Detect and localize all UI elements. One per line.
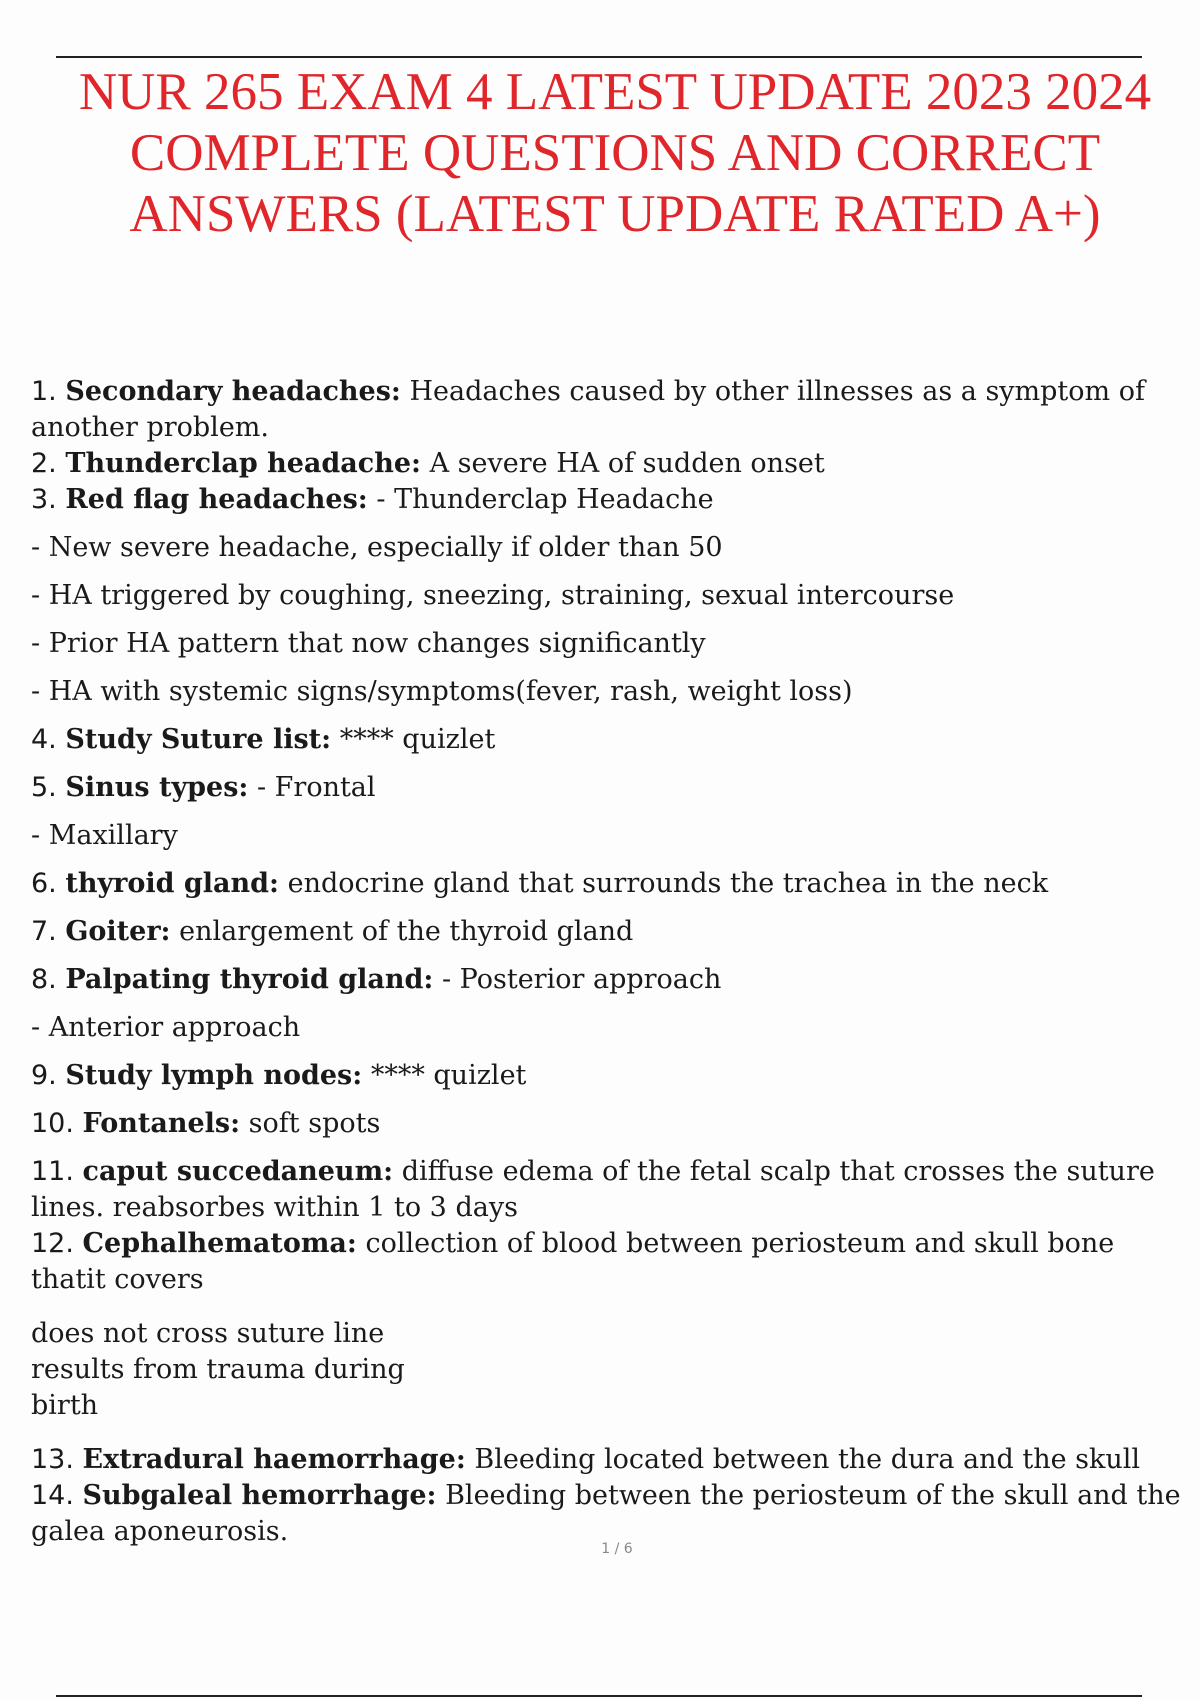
list-item — [31, 1226, 1191, 1298]
page-number: 1 / 6 — [601, 1541, 633, 1557]
list-item — [31, 1478, 1191, 1550]
item-term: caput succedaneum: — [82, 1156, 394, 1187]
item-number: 13. — [31, 1444, 74, 1475]
item-definition: Headaches caused by other illnesses as a symptom of another problem. — [31, 376, 1145, 443]
item-definition: endocrine gland that surrounds the trachea in the neck — [287, 868, 1049, 899]
item-number: 3. — [31, 484, 57, 515]
item-number: 5. — [31, 772, 57, 803]
list-item — [31, 914, 1191, 950]
list-item — [31, 722, 1191, 758]
item-number: 8. — [31, 964, 57, 995]
list-item — [31, 770, 1191, 806]
item-number: 14. — [31, 1480, 74, 1511]
item-definition: - Thunderclap Headache — [376, 484, 714, 515]
item-number: 10. — [31, 1108, 74, 1139]
item-term: Study lymph nodes: — [65, 1060, 363, 1091]
item-term: thyroid gland: — [65, 868, 280, 899]
item-term: Cephalhematoma: — [82, 1228, 357, 1259]
item-term: Goiter: — [65, 916, 171, 947]
item-number: 2. — [31, 448, 57, 479]
item-number: 7. — [31, 916, 57, 947]
item-term: Sinus types: — [65, 772, 249, 803]
item-term: Palpating thyroid gland: — [65, 964, 434, 995]
sub-line: - HA triggered by coughing, sneezing, straining, sexual intercourse — [31, 580, 955, 611]
list-item — [31, 1442, 1191, 1478]
item-definition: enlargement of the thyroid gland — [179, 916, 634, 947]
note-line: birth — [31, 1390, 99, 1421]
item-term: Thunderclap headache: — [65, 448, 421, 479]
sub-line: - Maxillary — [31, 820, 178, 851]
sub-line: - Anterior approach — [31, 1012, 301, 1043]
list-item — [31, 374, 1191, 446]
item-term: Red flag headaches: — [65, 484, 368, 515]
list-item — [31, 962, 1191, 998]
item-definition: collection of blood between periosteum and skull bone thatit covers — [31, 1228, 1115, 1295]
item-number: 1. — [31, 376, 57, 407]
item-number: 11. — [31, 1156, 74, 1187]
item-term: Fontanels: — [82, 1108, 241, 1139]
item-number: 9. — [31, 1060, 57, 1091]
note-line: results from trauma during — [31, 1354, 405, 1385]
item-definition: Bleeding located between the dura and the skull — [474, 1444, 1141, 1475]
item-number: 12. — [31, 1228, 74, 1259]
title-line-2: COMPLETE QUESTIONS AND CORRECT — [129, 124, 1101, 182]
list-item — [31, 1154, 1191, 1226]
qa-list — [31, 374, 1191, 1550]
title-line-1: NUR 265 EXAM 4 LATEST UPDATE 2023 2024 — [78, 63, 1152, 121]
bottom-rule — [56, 1695, 1142, 1697]
list-item — [31, 1058, 1191, 1094]
item-definition: - Posterior approach — [441, 964, 722, 995]
sub-line: - New severe headache, especially if older than 50 — [31, 532, 723, 563]
item-definition: **** quizlet — [370, 1060, 527, 1091]
item-term: Study Suture list: — [65, 724, 332, 755]
item-definition: **** quizlet — [339, 724, 496, 755]
item-definition: A severe HA of sudden onset — [429, 448, 825, 479]
list-item — [31, 866, 1191, 902]
item-definition: Bleeding between the periosteum of the skull and the galea aponeurosis. — [31, 1480, 1181, 1547]
item-number: 6. — [31, 868, 57, 899]
item-term: Subgaleal hemorrhage: — [82, 1480, 437, 1511]
list-item — [31, 1106, 1191, 1142]
sub-line: - Prior HA pattern that now changes significantly — [31, 628, 706, 659]
item-number: 4. — [31, 724, 57, 755]
document-title — [40, 62, 1190, 245]
cephalhematoma-notes — [31, 1316, 1191, 1424]
item-term: Secondary headaches: — [65, 376, 401, 407]
item-definition: soft spots — [248, 1108, 381, 1139]
sub-line: - HA with systemic signs/symptoms(fever, rash, weight loss) — [31, 676, 853, 707]
item-definition: diffuse edema of the fetal scalp that crosses the suture lines. reabsorbes within 1 to 3 days — [31, 1156, 1155, 1223]
list-item — [31, 482, 1191, 518]
title-line-3: ANSWERS (LATEST UPDATE RATED A+) — [129, 185, 1101, 243]
item-term: Extradural haemorrhage: — [82, 1444, 466, 1475]
item-definition: - Frontal — [256, 772, 376, 803]
top-rule — [56, 56, 1142, 58]
note-line: does not cross suture line — [31, 1318, 385, 1349]
list-item — [31, 446, 1191, 482]
